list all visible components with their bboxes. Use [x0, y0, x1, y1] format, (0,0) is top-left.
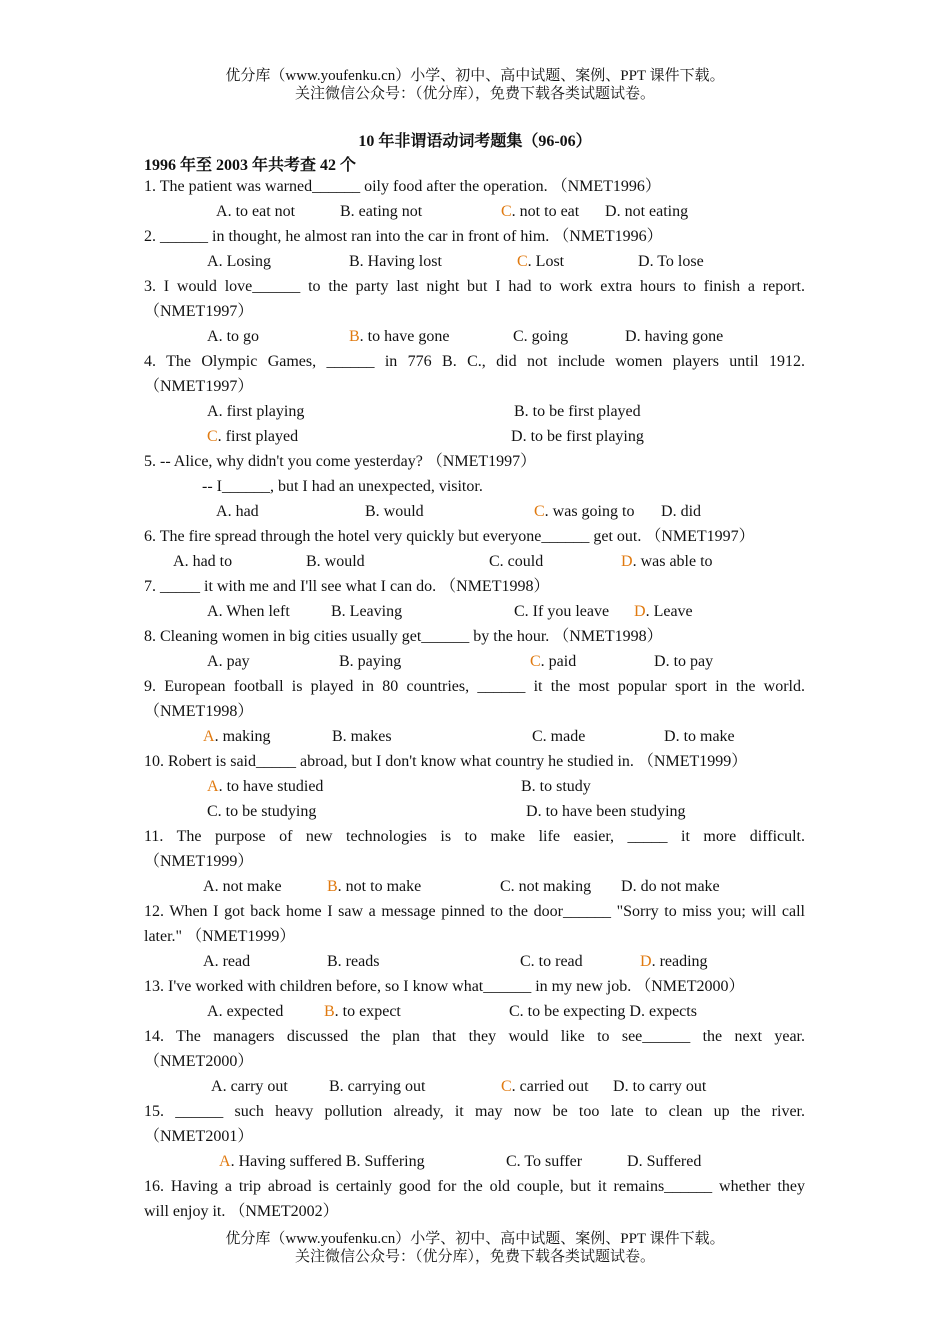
- option-d: D. do not make: [621, 878, 720, 895]
- option-c: C. going: [513, 328, 569, 345]
- question-3-source: （NMET1997）: [144, 303, 254, 320]
- option-b: B. Having lost: [349, 253, 442, 270]
- option-c: C. to read: [520, 953, 583, 970]
- question-9-stem: 9. European football is played in 80 countries, ______ it the most popular sport in the world.: [144, 678, 805, 695]
- option-b: B. carrying out: [329, 1078, 426, 1095]
- option-a: A. Losing: [207, 253, 272, 270]
- question-4-stem: 4. The Olympic Games, ______ in 776 B. C., did not include women players until 1912.: [144, 353, 805, 370]
- question-12-stem: 12. When I got back home I saw a message pinned to the door______ "Sorry to miss you; will call: [144, 903, 805, 920]
- option-c: C. If you leave: [514, 603, 610, 620]
- question-7-options: [144, 599, 805, 624]
- option-d: D. having gone: [625, 328, 724, 345]
- option-a: A. When left: [207, 603, 290, 620]
- question-13-stem: 13. I've worked with children before, so I know what______ in my new job. （NMET2000）: [144, 978, 745, 995]
- option-c: C. carried out: [501, 1078, 589, 1095]
- question-15-source: （NMET2001）: [144, 1128, 254, 1145]
- question-1-options: [144, 199, 805, 224]
- header-line-2: 关注微信公众号：（优分库），免费下载各类试题试卷。: [294, 86, 655, 102]
- option-b: B. eating not: [340, 203, 423, 220]
- question-13-options: [144, 999, 805, 1024]
- question-16-stem: 16. Having a trip abroad is certainly good for the old couple, but it remains______ whether they: [144, 1178, 805, 1195]
- question-8-stem: 8. Cleaning women in big cities usually get______ by the hour. （NMET1998）: [144, 628, 663, 645]
- option-d: D. Suffered: [627, 1153, 702, 1170]
- question-14-options: [144, 1074, 805, 1099]
- option-a: A. to go: [207, 328, 260, 345]
- option-b: B. reads: [327, 953, 380, 970]
- option-b: B. to expect: [324, 1003, 401, 1020]
- question-12-options: [144, 949, 805, 974]
- option-d: D. was able to: [621, 553, 713, 570]
- option-a: A. to have studied: [207, 778, 324, 795]
- question-4-options-row-2: [144, 424, 805, 449]
- question-5-reply: -- I______, but I had an unexpected, visitor.: [202, 478, 483, 495]
- question-2-stem: 2. ______ in thought, he almost ran into the car in front of him. （NMET1996）: [144, 228, 663, 245]
- option-c: C. not making: [500, 878, 592, 895]
- option-d: D. reading: [640, 953, 708, 970]
- option-a: A. not make: [203, 878, 282, 895]
- option-c: C. not to eat: [501, 203, 580, 220]
- option-a: A. had to: [173, 553, 233, 570]
- option-c: C. paid: [530, 653, 577, 670]
- question-15-options: [144, 1149, 805, 1174]
- question-11-source: （NMET1999）: [144, 853, 254, 870]
- option-a: A. first playing: [207, 403, 305, 420]
- option-d: D. to pay: [654, 653, 714, 670]
- question-14-source: （NMET2000）: [144, 1053, 254, 1070]
- option-b: B. makes: [332, 728, 392, 745]
- question-7-stem: 7. _____ it with me and I'll see what I can do. （NMET1998）: [144, 578, 550, 595]
- option-a: A. read: [203, 953, 251, 970]
- question-9-options: [144, 724, 805, 749]
- question-9-source: （NMET1998）: [144, 703, 254, 720]
- option-d: D. to have been studying: [526, 803, 686, 820]
- question-3-stem: 3. I would love______ to the party last night but I had to work extra hours to finish a report.: [144, 278, 805, 295]
- option-b: B. to have gone: [349, 328, 450, 345]
- option-d: D. to be first playing: [511, 428, 644, 445]
- page-subtitle: 1996 年至 2003 年共考查 42 个: [144, 157, 357, 174]
- option-b: B. would: [365, 503, 424, 520]
- option-c: C. could: [489, 553, 544, 570]
- option-a: A. carry out: [211, 1078, 288, 1095]
- option-c: C. To suffer: [506, 1153, 583, 1170]
- option-a: A. pay: [207, 653, 250, 670]
- question-16-stem-cont: will enjoy it. （NMET2002）: [144, 1203, 339, 1220]
- question-1-stem: 1. The patient was warned______ oily food after the operation. （NMET1996）: [144, 178, 661, 195]
- question-list: [144, 174, 805, 1224]
- option-d: D. to carry out: [613, 1078, 707, 1095]
- question-4-options-row-1: [144, 399, 805, 424]
- question-12-stem-cont: later." （NMET1999）: [144, 928, 296, 945]
- option-a: A. had: [216, 503, 259, 520]
- option-a: A. Having suffered B. Suffering: [219, 1153, 425, 1170]
- question-6-stem: 6. The fire spread through the hotel very quickly but everyone______ get out. （NMET1997）: [144, 528, 755, 545]
- option-b: B. would: [306, 553, 365, 570]
- question-4-source: （NMET1997）: [144, 378, 254, 395]
- option-b: B. to be first played: [514, 403, 641, 420]
- question-10-options-row-1: [144, 774, 805, 799]
- option-b: B. Leaving: [331, 603, 403, 620]
- option-a: A. to eat not: [216, 203, 296, 220]
- option-d: D. To lose: [638, 253, 704, 270]
- question-10-options-row-2: [144, 799, 805, 824]
- question-10-stem: 10. Robert is said_____ abroad, but I don't know what country he studied in. （NMET1999）: [144, 753, 748, 770]
- header-line-1: 优分库（www.youfenku.cn）小学、初中、高中试题、案例、PPT 课件下载。: [225, 68, 725, 84]
- option-b: B. paying: [339, 653, 402, 670]
- question-3-options: [144, 324, 805, 349]
- question-5-options: [144, 499, 805, 524]
- option-b: B. to study: [521, 778, 591, 795]
- question-5-stem: 5. -- Alice, why didn't you come yesterday? （NMET1997）: [144, 453, 537, 470]
- option-c: C. made: [532, 728, 586, 745]
- option-d: D. not eating: [605, 203, 689, 220]
- option-a: A. expected: [207, 1003, 284, 1020]
- option-d: D. to make: [664, 728, 735, 745]
- option-b: B. not to make: [327, 878, 422, 895]
- question-8-options: [144, 649, 805, 674]
- option-d: D. Leave: [634, 603, 693, 620]
- question-15-stem: 15. ______ such heavy pollution already, it may now be too late to clean up the river.: [144, 1103, 805, 1120]
- question-14-stem: 14. The managers discussed the plan that they would like to see______ the next year.: [144, 1028, 805, 1045]
- option-c: C. was going to: [534, 503, 635, 520]
- footer-line-1: 优分库（www.youfenku.cn）小学、初中、高中试题、案例、PPT 课件下载。: [225, 1231, 725, 1247]
- option-c: C. to be studying: [207, 803, 317, 820]
- page-title: 10 年非谓语动词考题集（96-06）: [358, 133, 592, 150]
- question-11-stem: 11. The purpose of new technologies is to make life easier, _____ it more difficult.: [144, 828, 805, 845]
- question-6-options: [144, 549, 805, 574]
- option-c: C. Lost: [517, 253, 565, 270]
- footer-line-2: 关注微信公众号：（优分库），免费下载各类试题试卷。: [294, 1249, 655, 1265]
- question-2-options: [144, 249, 805, 274]
- option-a: A. making: [203, 728, 271, 745]
- option-c: C. to be expecting D. expects: [509, 1003, 697, 1020]
- option-c: C. first played: [207, 428, 299, 445]
- question-11-options: [144, 874, 805, 899]
- option-d: D. did: [661, 503, 702, 520]
